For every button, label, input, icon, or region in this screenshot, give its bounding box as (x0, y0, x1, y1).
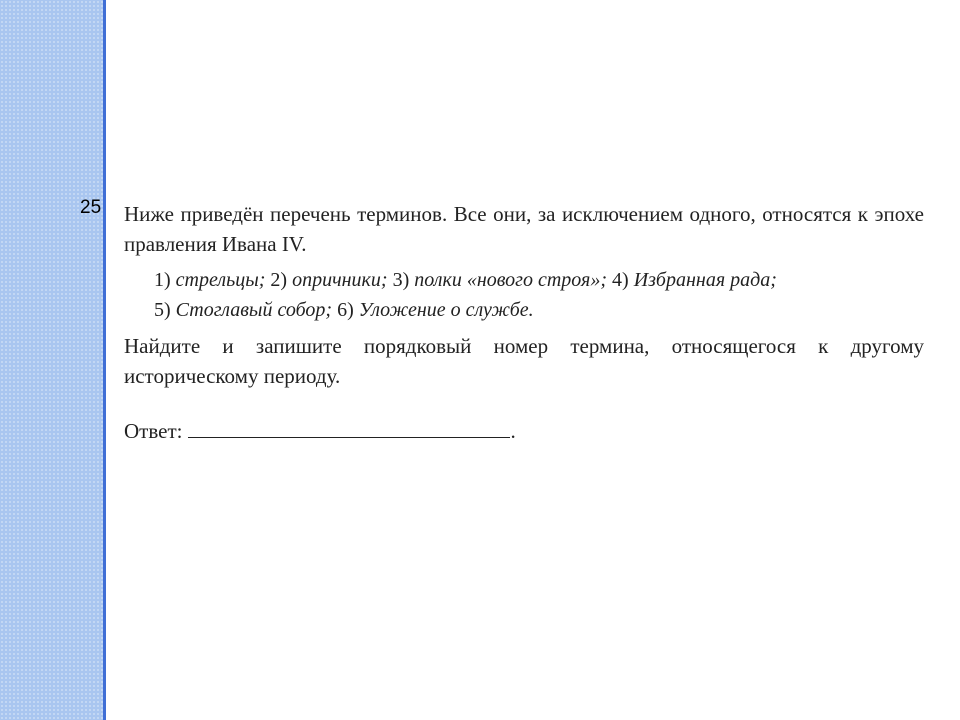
term-item (612, 269, 777, 291)
term-number: 2) (270, 269, 288, 291)
term-text: опричники (292, 269, 381, 291)
sidebar-edge-line (103, 0, 106, 720)
answer-row (124, 416, 516, 446)
term-number: 1) (154, 269, 171, 291)
task-block (124, 199, 924, 391)
term-number: 3) (392, 269, 410, 291)
term-text: Уложение о службе (358, 299, 529, 321)
term-text: Избранная рада (633, 269, 771, 291)
term-text: стрельцы (175, 269, 259, 291)
answer-end-period: . (510, 419, 516, 443)
term-separator: ; (258, 269, 266, 291)
task-question: Найдите и запишите порядковый номер термина, относящегося к другому историческому периоду. (124, 334, 924, 388)
answer-blank-line[interactable] (188, 417, 510, 438)
term-separator: ; (380, 269, 388, 291)
decorative-sidebar (0, 0, 103, 720)
term-number: 6) (337, 299, 354, 321)
term-separator: . (528, 299, 534, 321)
answer-label: Ответ: (124, 419, 183, 443)
term-item (337, 299, 534, 321)
term-item (393, 269, 607, 291)
term-separator: ; (600, 269, 608, 291)
terms-list (154, 265, 924, 325)
term-item (154, 299, 332, 321)
task-intro: Ниже приведён перечень терминов. Все они, за исключением одного, относятся к эпохе правления Ивана IV. (124, 202, 924, 256)
task-number: 25 (80, 197, 102, 218)
term-item (270, 269, 387, 291)
term-text: Стоглавый собор (175, 299, 326, 321)
term-number: 5) (154, 299, 171, 321)
term-item (154, 269, 265, 291)
term-separator: ; (770, 269, 777, 291)
term-separator: ; (325, 299, 333, 321)
term-text: полки «нового строя» (414, 269, 601, 291)
term-number: 4) (612, 269, 629, 291)
